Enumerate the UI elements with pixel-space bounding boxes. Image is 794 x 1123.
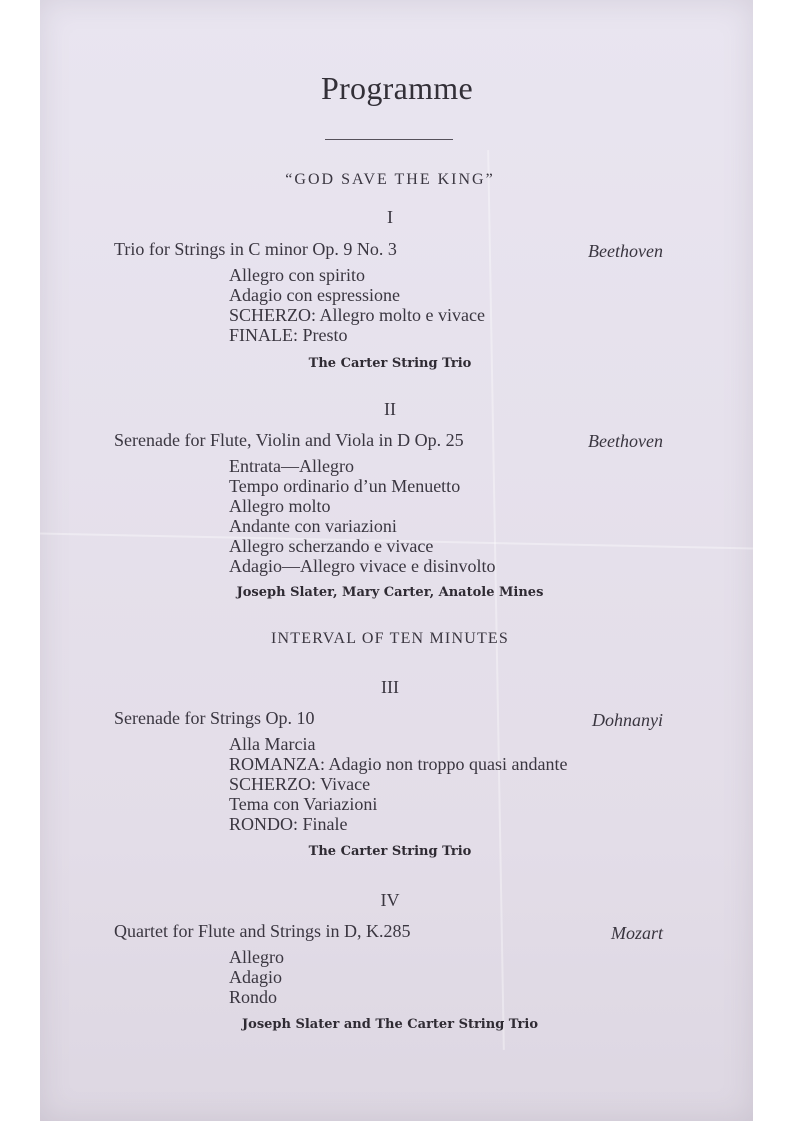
movement-item: Allegro scherzando e vivace bbox=[229, 536, 434, 556]
movement-item: RONDO: Finale bbox=[229, 814, 348, 834]
movement-item: Allegro molto bbox=[229, 496, 331, 516]
movement-item: Allegro con spirito bbox=[229, 265, 365, 285]
anthem-line: “GOD SAVE THE KING” bbox=[285, 171, 495, 188]
movement-item: Alla Marcia bbox=[229, 734, 316, 754]
movement-item: Tema con Variazioni bbox=[229, 794, 378, 814]
composer-name: Beethoven bbox=[588, 241, 663, 261]
section-numeral: IV bbox=[380, 890, 400, 910]
movement-item: Andante con variazioni bbox=[229, 516, 397, 536]
movement-list bbox=[229, 265, 485, 345]
page-title: Programme bbox=[321, 70, 473, 106]
performers-line: Joseph Slater, Mary Carter, Anatole Mines bbox=[236, 585, 544, 600]
section-numeral: II bbox=[384, 399, 396, 419]
performers-line: The Carter String Trio bbox=[308, 356, 472, 371]
movement-item: Adagio—Allegro vivace e disinvolto bbox=[229, 556, 496, 576]
movement-list bbox=[229, 947, 284, 1007]
performers-line: Joseph Slater and The Carter String Trio bbox=[242, 1017, 538, 1032]
movement-item: Tempo ordinario d’un Menuetto bbox=[229, 476, 461, 496]
interval-notice: INTERVAL OF TEN MINUTES bbox=[270, 630, 510, 647]
movement-item: Adagio con espressione bbox=[229, 285, 400, 305]
movement-list bbox=[229, 456, 495, 576]
composer-name: Beethoven bbox=[588, 431, 663, 451]
section-numeral: III bbox=[381, 677, 399, 697]
title-divider bbox=[325, 139, 453, 140]
movement-item: FINALE: Presto bbox=[229, 325, 348, 345]
work-title: Quartet for Flute and Strings in D, K.285 bbox=[114, 921, 411, 941]
movement-item: Allegro bbox=[229, 947, 284, 967]
work-title: Serenade for Strings Op. 10 bbox=[114, 708, 315, 728]
movement-item: Adagio bbox=[229, 967, 282, 987]
composer-name: Mozart bbox=[610, 923, 663, 943]
composer-name: Dohnanyi bbox=[592, 710, 663, 730]
movement-list bbox=[229, 734, 567, 834]
work-title: Serenade for Flute, Violin and Viola in D Op. 25 bbox=[114, 430, 464, 450]
paper-crease bbox=[487, 150, 505, 1050]
movement-item: SCHERZO: Allegro molto e vivace bbox=[229, 305, 485, 325]
section-numeral: I bbox=[387, 207, 393, 227]
movement-item: Rondo bbox=[229, 987, 278, 1007]
performers-line: The Carter String Trio bbox=[308, 844, 472, 859]
movement-item: Entrata—Allegro bbox=[229, 456, 354, 476]
work-title: Trio for Strings in C minor Op. 9 No. 3 bbox=[114, 239, 397, 259]
movement-item: ROMANZA: Adagio non troppo quasi andante bbox=[229, 754, 568, 774]
movement-item: SCHERZO: Vivace bbox=[229, 774, 371, 794]
